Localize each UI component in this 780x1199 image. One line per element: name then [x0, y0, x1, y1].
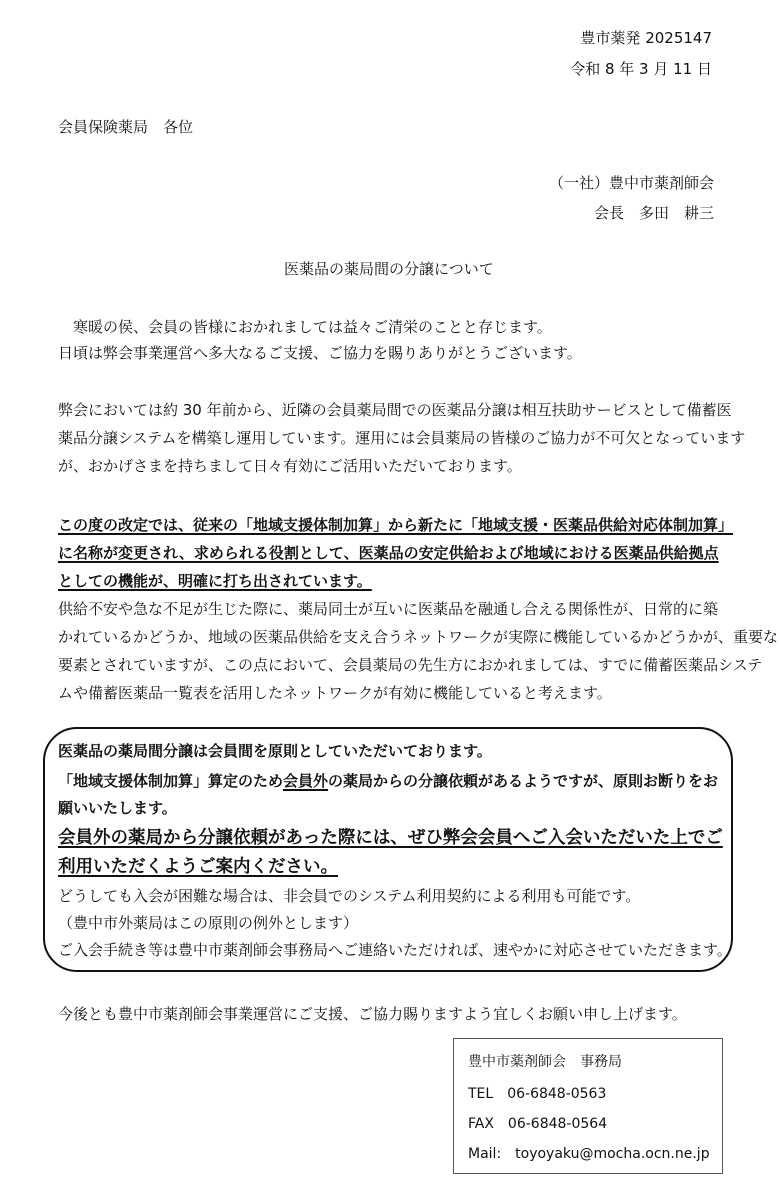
paragraph-line: ムや備蓄医薬品一覧表を活用したネットワークが有効に機能していると考えます。: [58, 684, 612, 702]
notice-line: どうしても入会が困難な場合は、非会員でのシステム利用契約による利用も可能です。: [58, 887, 641, 905]
notice-emphasis-line: 会員外の薬局から分譲依頼があった際には、ぜひ弊会会員へご入会いただいた上でご: [58, 828, 723, 848]
paragraph-line: 弊会においては約 30 年前から、近隣の会員薬局間での医薬品分譲は相互扶助サービスとして備蓄医: [58, 401, 732, 419]
notice-box: [43, 727, 733, 972]
contact-mail: Mail: toyoyaku@mocha.ocn.ne.jp: [468, 1146, 710, 1162]
emphasis-line: この度の改定では、従来の「地域支援体制加算」から新たに「地域支援・医薬品供給対応体制加算」: [58, 516, 734, 534]
recipient: 会員保険薬局 各位: [58, 118, 194, 136]
paragraph-line: 供給不安や急な不足が生じた際に、薬局同士が互いに医薬品を融通し合える関係性が、日常的に築: [58, 600, 719, 618]
closing-line: 今後とも豊中市薬剤師会事業運営にご支援、ご協力賜りますよう宜しくお願い申し上げます。: [58, 1005, 687, 1023]
notice-line-pre: 「地域支援体制加算」算定のため: [58, 772, 284, 790]
notice-line-post: の薬局からの分譲依頼があるようですが、原則お断りをお: [328, 772, 719, 790]
notice-line: ご入会手続き等は豊中市薬剤師会事務局へご連絡いただければ、速やかに対応させていただきます。: [58, 941, 732, 959]
sender-name: 会長 多田 耕三: [593, 204, 714, 222]
sender-org: （一社）豊中市薬剤師会: [548, 174, 714, 192]
doc-number: 豊市薬発 2025147: [580, 29, 712, 47]
paragraph-line: が、おかげさまを持ちまして日々有効にご活用いただいております。: [58, 457, 522, 475]
contact-box: [453, 1038, 723, 1174]
paragraph-line: 要素とされていますが、この点において、会員薬局の先生方におかれましては、すでに備蓄医薬品システ: [58, 656, 763, 674]
notice-line: [58, 770, 718, 792]
contact-fax: FAX 06-6848-0564: [468, 1116, 608, 1132]
paragraph-line: かれているかどうか、地域の医薬品供給を支え合うネットワークが実際に機能しているかどうかが、重要な: [58, 628, 779, 646]
doc-date: 令和 8 年 3 月 11 日: [570, 60, 712, 78]
notice-line: 願いいたします。: [58, 799, 177, 817]
emphasis-line: としての機能が、明確に打ち出されています。: [58, 572, 372, 590]
notice-line: 医薬品の薬局間分譲は会員間を原則としていただいております。: [58, 742, 492, 760]
notice-line: （豊中市外薬局はこの原則の例外とします）: [58, 914, 359, 932]
notice-line-underlined: 会員外: [283, 772, 329, 790]
notice-emphasis-line: 利用いただくようご案内ください。: [58, 857, 338, 877]
contact-office: 豊中市薬剤師会 事務局: [468, 1054, 622, 1070]
emphasis-line: に名称が変更され、求められる役割として、医薬品の安定供給および地域における医薬品供給拠点: [58, 544, 719, 562]
greeting-line: 日頃は弊会事業運営へ多大なるご支援、ご協力を賜りありがとうございます。: [58, 344, 582, 362]
document-title: 医薬品の薬局間の分譲について: [284, 260, 494, 278]
greeting-line: 寒暖の侯、会員の皆様におかれましては益々ご清栄のことと存じます。: [58, 318, 552, 336]
paragraph-line: 薬品分譲システムを構築し運用しています。運用には会員薬局の皆様のご協力が不可欠となっています: [58, 429, 746, 447]
contact-tel: TEL 06-6848-0563: [468, 1086, 607, 1102]
